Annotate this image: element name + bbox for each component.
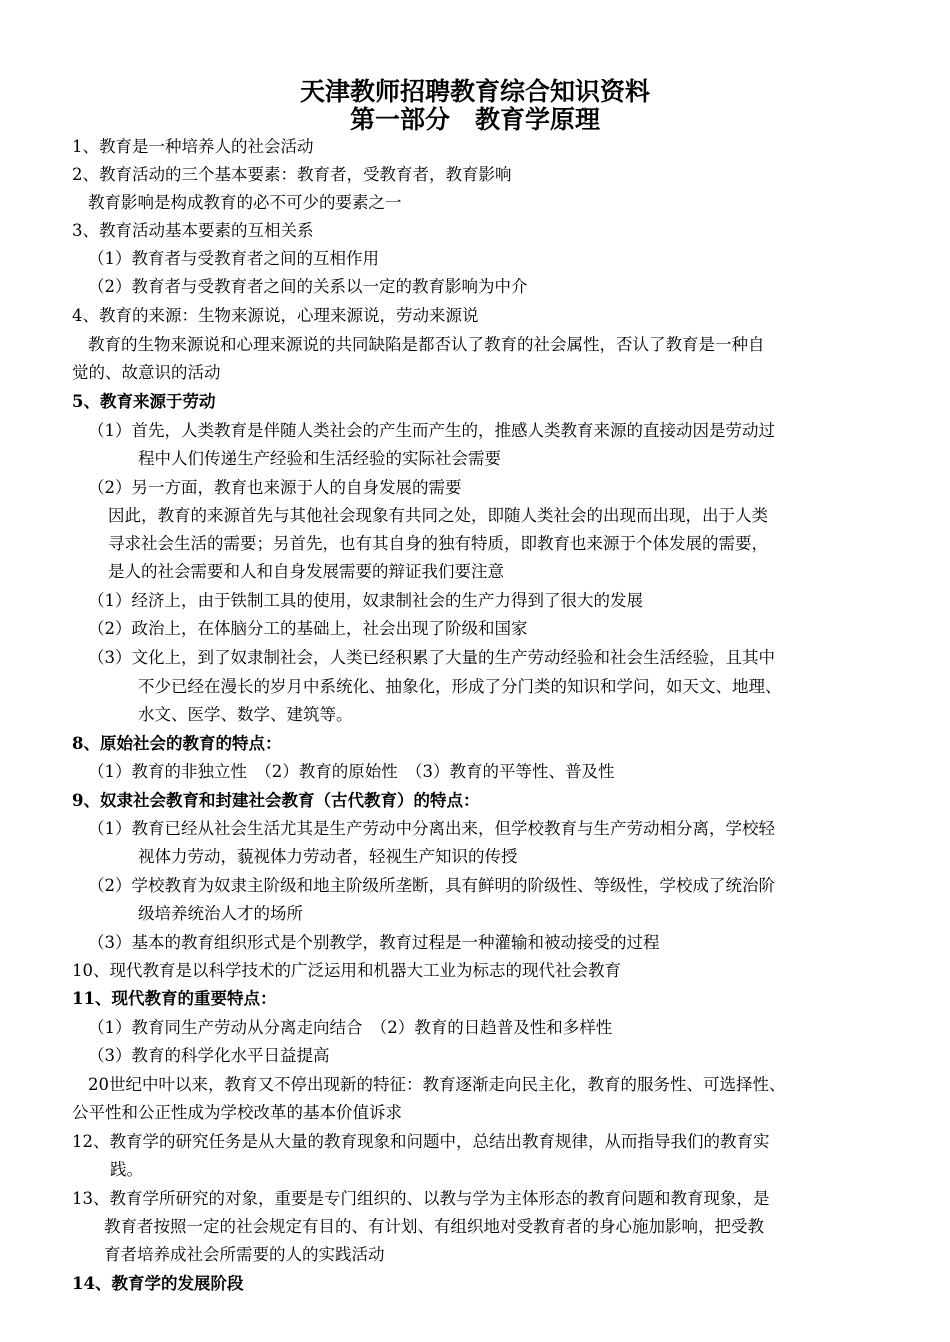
doc-subtitle: 第一部分 教育学原理 (349, 105, 600, 134)
text-line: （2）教育者与受教育者之间的关系以一定的教育影响为中介 (88, 277, 528, 296)
text-line: 不少已经在漫长的岁月中系统化、抽象化，形成了分门类的知识和学问，如天文、地理、 (138, 677, 782, 696)
text-line: （2）政治上，在体脑分工的基础上，社会出现了阶级和国家 (88, 619, 528, 638)
section-heading: 5、教育来源于劳动 (72, 392, 216, 411)
text-line: 级培养统治人才的场所 (138, 904, 303, 923)
text-line: （2）学校教育为奴隶主阶级和地主阶级所垄断，具有鲜明的阶级性、等级性，学校成了统治阶 (88, 876, 775, 895)
text-line: 1、教育是一种培养人的社会活动 (72, 137, 314, 156)
text-line: 10、现代教育是以科学技术的广泛运用和机器大工业为标志的现代社会教育 (72, 961, 621, 980)
text-line: （1）教育已经从社会生活尤其是生产劳动中分离出来，但学校教育与生产劳动相分离，学校轻 (88, 819, 775, 838)
section-heading: 11、现代教育的重要特点： (72, 989, 277, 1008)
text-line: 教育的生物来源说和心理来源说的共同缺陷是都否认了教育的社会属性，否认了教育是一种自 (88, 335, 765, 354)
text-line: 3、教育活动基本要素的互相关系 (72, 221, 314, 240)
text-line: 育者培养成社会所需要的人的实践活动 (104, 1245, 385, 1264)
text-line: （1）首先，人类教育是伴随人类社会的产生而产生的，推感人类教育来源的直接动因是劳动过 (88, 421, 775, 440)
text-line: （3）基本的教育组织形式是个别教学，教育过程是一种灌输和被动接受的过程 (88, 933, 660, 952)
text-line: 公平性和公正性成为学校改革的基本价值诉求 (72, 1103, 402, 1122)
text-line: 20世纪中叶以来，教育又不停出现新的特征：教育逐渐走向民主化，教育的服务性、可选择性、 (88, 1075, 786, 1094)
section-heading: 14、教育学的发展阶段 (72, 1274, 244, 1293)
text-line: （1）教育的非独立性 （2）教育的原始性 （3）教育的平等性、普及性 (88, 762, 615, 781)
text-line: 教育者按照一定的社会规定有目的、有计划、有组织地对受教育者的身心施加影响，把受教 (104, 1217, 764, 1236)
text-line: 寻求社会生活的需要；另首先，也有其自身的独有特质，即教育也来源于个体发展的需要， (108, 534, 768, 553)
text-line: （1）教育者与受教育者之间的互相作用 (88, 249, 379, 268)
text-line: 教育影响是构成教育的必不可少的要素之一 (88, 193, 402, 212)
text-line: 12、教育学的研究任务是从大量的教育现象和问题中，总结出教育规律，从而指导我们的教育实 (72, 1132, 770, 1151)
text-line: 因此，教育的来源首先与其他社会现象有共同之处，即随人类社会的出现而出现，出于人类 (108, 506, 768, 525)
text-line: 4、教育的来源：生物来源说，心理来源说，劳动来源说 (72, 306, 479, 325)
text-line: 践。 (110, 1160, 143, 1179)
text-line: 2、教育活动的三个基本要素：教育者，受教育者，教育影响 (72, 165, 512, 184)
text-line: 13、教育学所研究的对象，重要是专门组织的、以教与学为主体形态的教育问题和教育现象，是 (72, 1189, 770, 1208)
text-line: 程中人们传递生产经验和生活经验的实际社会需要 (138, 449, 501, 468)
text-line: 是人的社会需要和人和自身发展需要的辩证我们要注意 (108, 562, 504, 581)
section-heading: 9、奴隶社会教育和封建社会教育（古代教育）的特点： (72, 791, 480, 810)
text-line: （2）另一方面，教育也来源于人的自身发展的需要 (88, 478, 462, 497)
text-line: （3）文化上，到了奴隶制社会，人类已经积累了大量的生产劳动经验和社会生活经验，且其中 (88, 648, 775, 667)
text-line: （3）教育的科学化水平日益提高 (88, 1046, 330, 1065)
doc-title: 天津教师招聘教育综合知识资料 (299, 77, 650, 106)
text-line: 水文、医学、数学、建筑等。 (138, 705, 353, 724)
section-heading: 8、原始社会的教育的特点： (72, 734, 282, 753)
text-line: （1）经济上，由于铁制工具的使用，奴隶制社会的生产力得到了很大的发展 (88, 591, 643, 610)
text-line: 视体力劳动，藐视体力劳动者，轻视生产知识的传授 (138, 847, 518, 866)
text-line: 觉的、故意识的活动 (72, 363, 221, 382)
text-line: （1）教育同生产劳动从分离走向结合 （2）教育的日趋普及性和多样性 (88, 1018, 613, 1037)
